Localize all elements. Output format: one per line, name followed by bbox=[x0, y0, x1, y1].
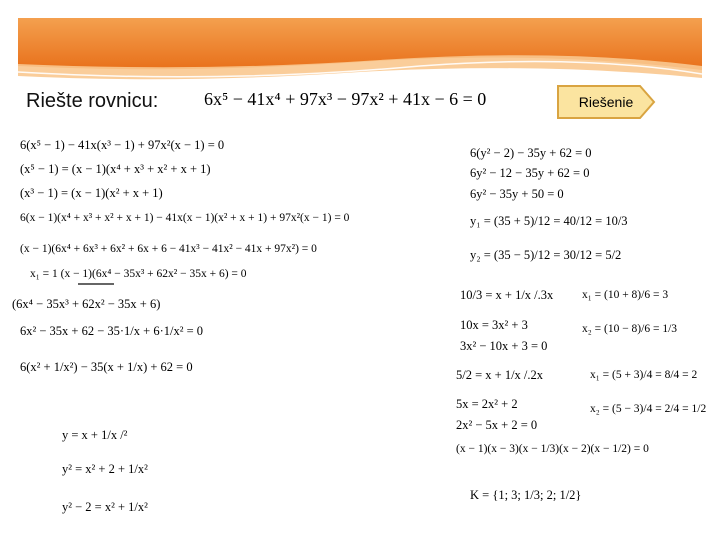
right-step: 10/3 = x + 1/x /.3x bbox=[460, 288, 554, 302]
left-step: 6(x − 1)(x⁴ + x³ + x² + x + 1) − 41x(x − 1)(x² + x + 1) + 97x²(x − 1) = 0 bbox=[20, 212, 350, 224]
left-step: 6(x² + 1/x²) − 35(x + 1/x) + 62 = 0 bbox=[20, 360, 193, 374]
left-step: x₁ = 1 (x − 1)(6x⁴ − 35x³ + 62x² − 35x + 6) = 0 bbox=[30, 268, 247, 280]
right-step: 10x = 3x² + 3 bbox=[460, 318, 528, 332]
right-step: 6y² − 35y + 50 = 0 bbox=[470, 187, 564, 201]
right-step: 5/2 = x + 1/x /.2x bbox=[456, 368, 544, 382]
left-step: 6x² − 35x + 62 − 35·1/x + 6·1/x² = 0 bbox=[20, 324, 204, 338]
right-step: 2x² − 5x + 2 = 0 bbox=[456, 418, 538, 432]
left-step: y² − 2 = x² + 1/x² bbox=[62, 500, 148, 514]
left-step: y = x + 1/x /² bbox=[62, 428, 128, 442]
root-value: x₂ = (10 − 8)/6 = 1/3 bbox=[582, 323, 678, 335]
root-value: x₁ = (10 + 8)/6 = 3 bbox=[582, 289, 669, 301]
left-step: (6x⁴ − 35x³ + 62x² − 35x + 6) bbox=[12, 297, 161, 311]
right-step: 6(y² − 2) − 35y + 62 = 0 bbox=[470, 146, 592, 160]
left-step: 6(x⁵ − 1) − 41x(x³ − 1) + 97x²(x − 1) = 0 bbox=[20, 138, 225, 152]
right-step: y₂ = (35 − 5)/12 = 30/12 = 5/2 bbox=[470, 248, 622, 262]
right-step: 5x = 2x² + 2 bbox=[456, 397, 518, 411]
left-step: (x − 1)(6x⁴ + 6x³ + 6x² + 6x + 6 − 41x³ − 41x² − 41x + 97x²) = 0 bbox=[20, 243, 317, 255]
right-step: 6y² − 12 − 35y + 62 = 0 bbox=[470, 166, 590, 180]
solution-button[interactable]: Riešenie bbox=[578, 94, 634, 110]
left-step: y² = x² + 2 + 1/x² bbox=[62, 462, 148, 476]
left-step: (x⁵ − 1) = (x − 1)(x⁴ + x³ + x² + x + 1) bbox=[20, 162, 211, 176]
right-step: y₁ = (35 + 5)/12 = 40/12 = 10/3 bbox=[470, 214, 628, 228]
main-equation: 6x⁵ − 41x⁴ + 97x³ − 97x² + 41x − 6 = 0 bbox=[204, 89, 487, 109]
root-value: x₂ = (5 − 3)/4 = 2/4 = 1/2 bbox=[590, 403, 707, 415]
right-step: 3x² − 10x + 3 = 0 bbox=[460, 339, 548, 353]
left-step: (x³ − 1) = (x − 1)(x² + x + 1) bbox=[20, 186, 163, 200]
slide-title: Riešte rovnicu: bbox=[26, 90, 159, 112]
solution-set: K = {1; 3; 1/3; 2; 1/2} bbox=[470, 488, 582, 502]
right-step: (x − 1)(x − 3)(x − 1/3)(x − 2)(x − 1/2) = 0 bbox=[456, 443, 649, 455]
root-underline bbox=[78, 283, 114, 285]
root-value: x₁ = (5 + 3)/4 = 8/4 = 2 bbox=[590, 369, 698, 381]
